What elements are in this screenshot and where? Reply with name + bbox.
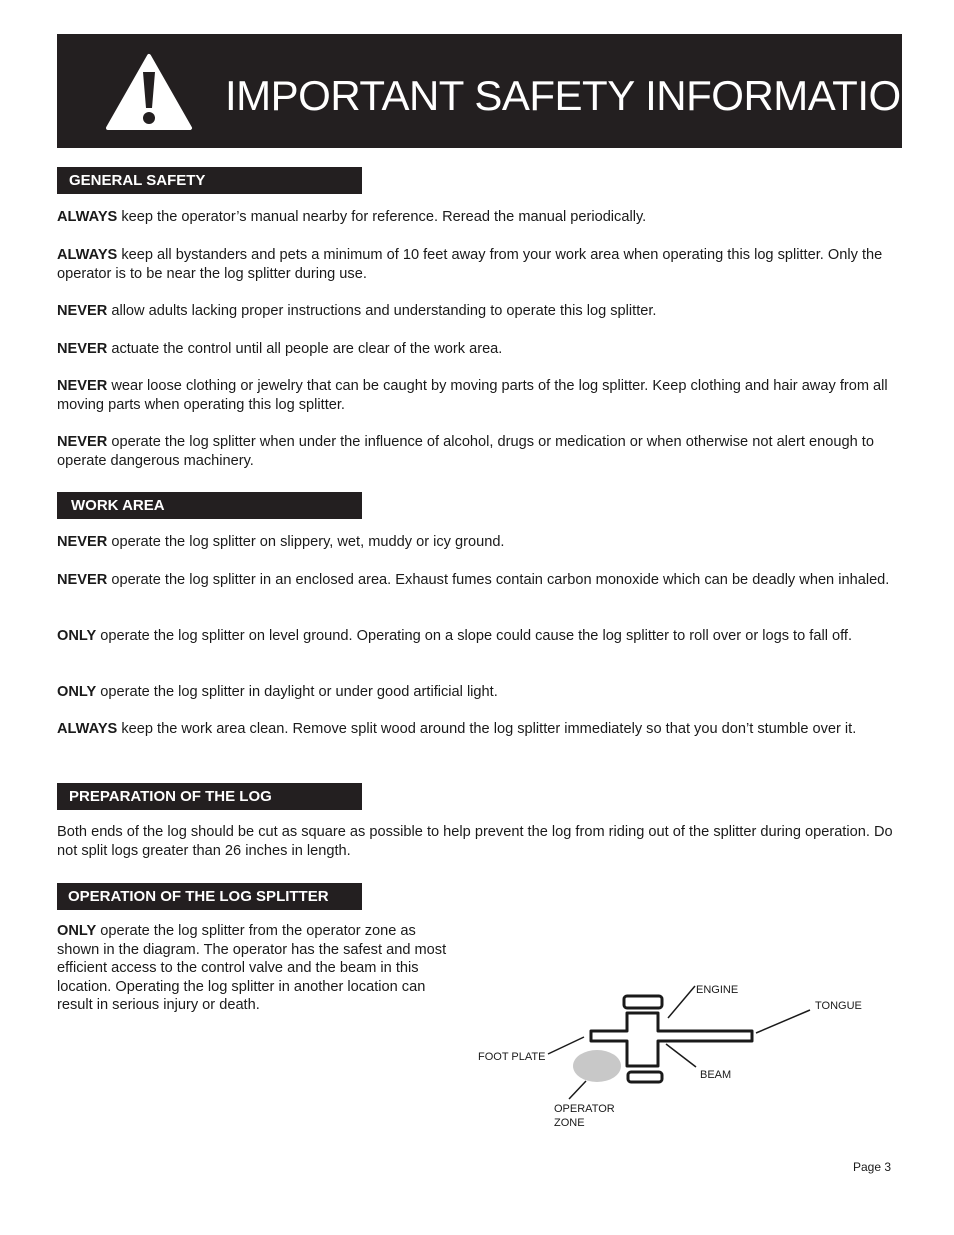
operation-text: ONLY operate the log splitter from the operator zone as shown in the diagram. The operator has the safest and most efficient access to the control valve and the beam in this location. Operating the log splitter in another location can result in serious injury or death. <box>57 923 447 1013</box>
section-heading-operation: OPERATION OF THE LOG SPLITTER <box>57 883 362 910</box>
safety-item: ALWAYS keep the work area clean. Remove split wood around the log splitter immediately so that you don’t stumble over it. <box>57 721 857 737</box>
label-tongue: TONGUE <box>815 1000 862 1012</box>
safety-item: NEVER allow adults lacking proper instructions and understanding to operate this log splitter. <box>57 303 657 319</box>
warning-triangle-icon <box>104 52 194 132</box>
safety-item: ALWAYS keep all bystanders and pets a minimum of 10 feet away from your work area when operating this log splitter. Only the operator is to be near the log splitter during use. <box>57 247 883 282</box>
safety-item: ALWAYS keep the operator’s manual nearby for reference. Reread the manual periodically. <box>57 209 647 225</box>
section-heading-preparation: PREPARATION OF THE LOG <box>57 783 362 810</box>
safety-item: NEVER wear loose clothing or jewelry that can be caught by moving parts of the log splitter. Keep clothing and hair away from all moving parts when operating this log splitter. <box>57 378 888 413</box>
label-operator-zone-line2: ZONE <box>554 1117 585 1129</box>
safety-banner <box>57 34 931 148</box>
preparation-text: Both ends of the log should be cut as square as possible to help prevent the log from riding out of the splitter during operation. Do not split logs greater than 26 inches in length. <box>57 824 893 859</box>
section-heading-general-safety: GENERAL SAFETY <box>57 167 362 194</box>
safety-item: ONLY operate the log splitter in daylight or under good artificial light. <box>57 684 498 700</box>
safety-item: NEVER actuate the control until all people are clear of the work area. <box>57 341 503 357</box>
operator-zone-diagram <box>470 975 870 1140</box>
page-number: Page 3 <box>853 1160 892 1174</box>
safety-item: NEVER operate the log splitter in an enclosed area. Exhaust fumes contain carbon monoxide which can be deadly when inhaled. <box>57 572 890 588</box>
page-title: IMPORTANT SAFETY INFORMATION <box>225 72 931 119</box>
safety-item: NEVER operate the log splitter on slippery, wet, muddy or icy ground. <box>57 534 505 550</box>
section-heading-work-area: WORK AREA <box>57 492 362 519</box>
safety-item: ONLY operate the log splitter on level ground. Operating on a slope could cause the log splitter to roll over or logs to fall off. <box>57 628 853 644</box>
label-beam: BEAM <box>700 1069 732 1081</box>
safety-item: NEVER operate the log splitter when under the influence of alcohol, drugs or medication or when otherwise not alert enough to operate dangerous machinery. <box>57 434 874 469</box>
operator-zone-marker <box>573 1050 621 1082</box>
label-foot-plate: FOOT PLATE <box>478 1051 546 1063</box>
label-operator-zone-line1: OPERATOR <box>554 1103 615 1115</box>
label-engine: ENGINE <box>696 984 739 996</box>
